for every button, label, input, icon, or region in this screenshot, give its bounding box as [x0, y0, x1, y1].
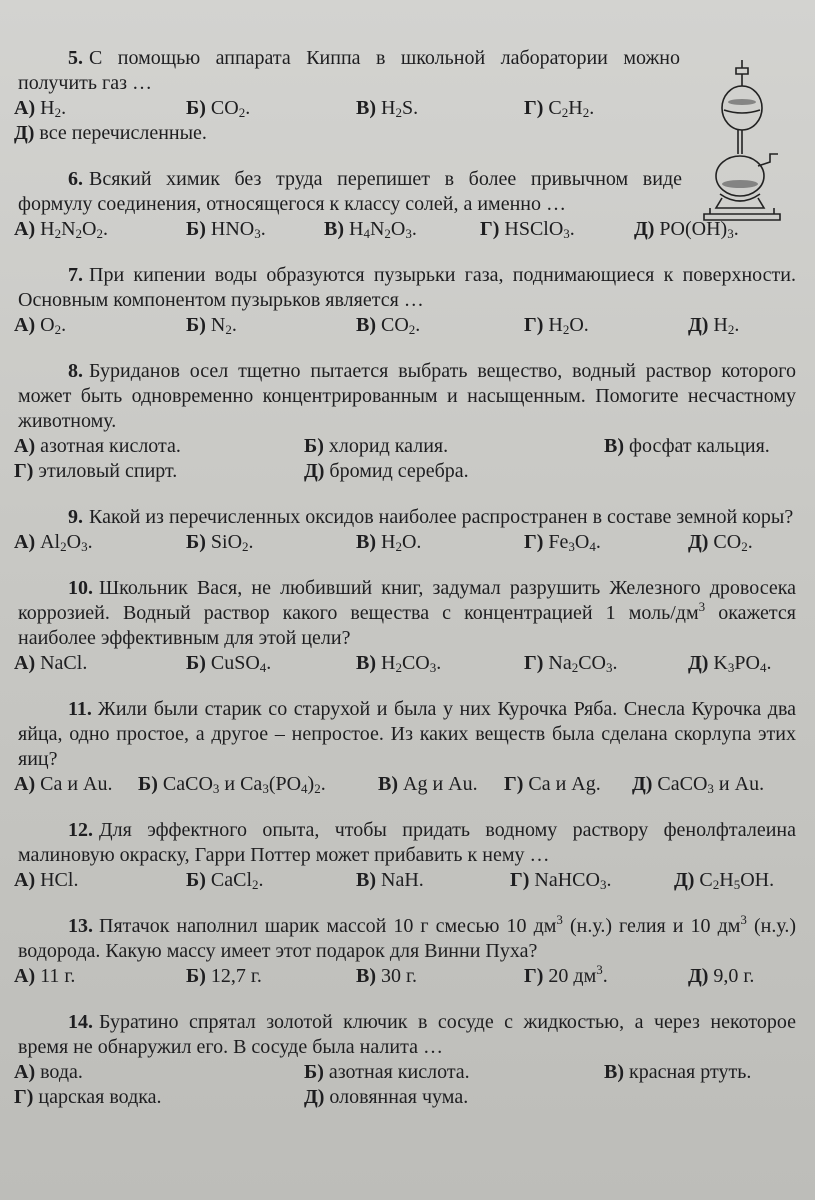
question-11 — [14, 697, 800, 797]
option-text: HCl. — [35, 869, 79, 891]
question-13 — [14, 914, 800, 989]
option-letter: Д) — [688, 314, 709, 336]
question-text — [14, 1010, 800, 1060]
answer-option[interactable] — [186, 530, 254, 555]
option-letter: Г) — [524, 965, 544, 987]
option-letter: Б) — [304, 1061, 324, 1083]
option-letter: В) — [356, 652, 376, 674]
answer-option[interactable] — [186, 651, 271, 676]
question-number: 14. — [68, 1011, 93, 1033]
question-text — [14, 818, 800, 868]
option-letter: Г) — [480, 218, 500, 240]
question-body: При кипении воды образуются пузырьки газа, поднимающиеся к поверхности. Основным компонентом пузырьков является … — [18, 264, 796, 311]
answer-option[interactable] — [186, 313, 237, 338]
answer-option[interactable] — [378, 772, 478, 797]
answer-option[interactable] — [356, 530, 421, 555]
question-9 — [14, 505, 800, 555]
option-letter: В) — [356, 869, 376, 891]
option-letter: Г) — [524, 314, 544, 336]
option-text: вода. — [35, 1061, 83, 1083]
question-text — [14, 263, 800, 313]
question-number: 8. — [68, 360, 83, 382]
option-letter: В) — [604, 435, 624, 457]
option-letter: В) — [324, 218, 344, 240]
question-6 — [14, 167, 800, 242]
option-letter: Б) — [186, 531, 206, 553]
answer-option[interactable] — [674, 868, 774, 893]
option-text: $H_2O$. — [543, 314, 589, 337]
option-text: $Na_2CO_3$. — [543, 652, 618, 675]
option-text: $H_2N_2O_2$. — [35, 218, 108, 241]
answer-option[interactable] — [138, 772, 326, 797]
answer-option[interactable] — [688, 313, 739, 338]
answer-option[interactable] — [186, 96, 250, 121]
answer-row — [14, 459, 800, 484]
option-text: CuSO$_4$. — [205, 652, 272, 675]
option-text: $H_2CO_3$. — [376, 652, 442, 675]
option-text: хлорид калия. — [323, 435, 449, 457]
question-text — [14, 359, 800, 434]
answer-option[interactable] — [524, 530, 601, 555]
answer-option[interactable] — [510, 868, 611, 893]
option-letter: Б) — [186, 965, 206, 987]
answer-option[interactable] — [14, 434, 181, 459]
answer-row — [14, 121, 800, 146]
question-number: 7. — [68, 264, 83, 286]
question-14 — [14, 1010, 800, 1110]
option-text: $CO_2$. — [708, 531, 753, 554]
answer-row — [14, 434, 800, 459]
option-letter: В) — [356, 97, 376, 119]
option-letter: Д) — [674, 869, 695, 891]
option-letter: А) — [14, 1061, 36, 1083]
question-body: Буриданов осел тщетно пытается выбрать вещество, водный раствор которого может быть одновременно концентрированным и насыщенным. Помогите несчастному животному. — [18, 360, 796, 432]
option-text: CaCO$_3$ и Au. — [652, 773, 765, 796]
answer-option[interactable] — [186, 868, 264, 893]
option-letter: А) — [14, 965, 36, 987]
option-text: $HNO_3$. — [205, 218, 266, 241]
answer-option[interactable] — [14, 868, 78, 893]
option-text: этиловый спирт. — [33, 460, 178, 482]
answer-row — [14, 313, 800, 338]
option-letter: Г) — [504, 773, 524, 795]
answer-option[interactable] — [14, 1060, 83, 1085]
question-number: 11. — [68, 698, 92, 720]
question-body: Всякий химик без труда перепишет в более привычном виде формулу соединения, относящегося к классу солей, а именно … — [18, 168, 682, 215]
option-letter: Б) — [186, 97, 206, 119]
option-text: HSClO$_3$. — [499, 218, 575, 241]
answer-option[interactable] — [524, 651, 618, 676]
question-body: С помощью аппарата Киппа в школьной лаборатории можно получить газ … — [18, 47, 680, 94]
option-letter: А) — [14, 314, 36, 336]
option-letter: Г) — [524, 652, 544, 674]
option-letter: В) — [356, 531, 376, 553]
option-letter: Б) — [186, 652, 206, 674]
answer-row — [14, 1060, 800, 1085]
question-7 — [14, 263, 800, 338]
option-text: $CO_2$. — [376, 314, 421, 337]
option-letter: А) — [14, 869, 36, 891]
option-text: NaCl. — [35, 652, 88, 674]
option-letter: Г) — [524, 531, 544, 553]
answer-option[interactable] — [14, 651, 87, 676]
option-letter: В) — [604, 1061, 624, 1083]
answer-option[interactable] — [14, 459, 177, 484]
option-letter: Д) — [688, 652, 709, 674]
option-letter: А) — [14, 652, 36, 674]
answer-option[interactable] — [14, 964, 75, 989]
option-letter: Д) — [304, 1086, 325, 1108]
option-text: SiO$_2$. — [205, 531, 254, 554]
option-letter: Д) — [634, 218, 655, 240]
answer-option[interactable] — [524, 964, 608, 989]
option-letter: Б) — [186, 218, 206, 240]
option-letter: Д) — [632, 773, 653, 795]
question-text — [14, 167, 800, 217]
question-body: Школьник Вася, не любивший книг, задумал разрушить Железного дровосека коррозией. Водный раствор какого вещества с концентрацией 1 моль/$дм^3$ окажется наиболее эффективным для этой цели? — [18, 577, 796, 649]
option-letter: В) — [356, 965, 376, 987]
question-number: 9. — [68, 506, 83, 528]
option-text: $Al_2O_3$. — [35, 531, 93, 554]
option-letter: Д) — [304, 460, 325, 482]
option-text: $PO(OH)_3$. — [654, 218, 739, 241]
answer-option[interactable] — [14, 96, 66, 121]
option-text: азотная кислота. — [35, 435, 181, 457]
answer-option[interactable] — [304, 1060, 470, 1085]
option-text: $C_2H_2$. — [543, 97, 595, 120]
option-text: все перечисленные. — [34, 122, 207, 144]
option-text: $H_2O$. — [376, 531, 422, 554]
option-text: оловянная чума. — [324, 1086, 469, 1108]
option-text: Ca и Ag. — [523, 773, 601, 795]
answer-row — [14, 772, 800, 797]
questions-list — [14, 46, 800, 1131]
answer-option[interactable] — [634, 217, 739, 242]
question-5 — [14, 46, 800, 146]
answer-option[interactable] — [688, 530, 753, 555]
question-text — [14, 505, 800, 530]
answer-option[interactable] — [324, 217, 417, 242]
question-number: 13. — [68, 915, 93, 937]
option-letter: А) — [14, 218, 36, 240]
question-number: 12. — [68, 819, 93, 841]
answer-option[interactable] — [688, 651, 771, 676]
option-text: 9,0 г. — [708, 965, 755, 987]
option-text: NaH. — [376, 869, 424, 891]
answer-option[interactable] — [480, 217, 575, 242]
option-text: 12,7 г. — [205, 965, 262, 987]
answer-option[interactable] — [304, 434, 448, 459]
option-text: азотная кислота. — [323, 1061, 470, 1083]
answer-option[interactable] — [14, 217, 108, 242]
option-text: $H_4N_2O_3$. — [344, 218, 417, 241]
answer-row — [14, 868, 800, 893]
question-body: Жили были старик со старухой и была у них Курочка Ряба. Снесла Курочка два яйца, одно простое, а другое – непростое. Из каких веществ была сделана скорлупа этих яиц? — [18, 698, 796, 770]
option-letter: Б) — [138, 773, 158, 795]
answer-option[interactable] — [14, 772, 112, 797]
question-10 — [14, 576, 800, 676]
option-text: $N_2$. — [205, 314, 237, 337]
option-text: CaCO$_3$ и $Ca_3(PO_4)_2$. — [157, 773, 326, 796]
option-letter: Д) — [688, 531, 709, 553]
answer-option[interactable] — [14, 121, 207, 146]
question-number: 5. — [68, 47, 83, 69]
option-text: $H_2$. — [708, 314, 740, 337]
answer-option[interactable] — [14, 530, 93, 555]
answer-option[interactable] — [356, 313, 420, 338]
option-letter: В) — [356, 314, 376, 336]
question-8 — [14, 359, 800, 484]
answer-row — [14, 651, 800, 676]
option-letter: Г) — [524, 97, 544, 119]
option-text: $Fe_3O_4$. — [543, 531, 601, 554]
option-text: царская водка. — [33, 1086, 162, 1108]
answer-option[interactable] — [356, 868, 424, 893]
option-text: 11 г. — [35, 965, 76, 987]
question-body: Какой из перечисленных оксидов наиболее распространен в составе земной коры? — [89, 506, 794, 528]
option-text: $H_2S$. — [376, 97, 419, 120]
answer-row — [14, 96, 800, 121]
option-letter: Б) — [186, 869, 206, 891]
answer-row — [14, 217, 800, 242]
question-text — [14, 576, 800, 651]
option-text: $CO_2$. — [205, 97, 251, 120]
option-letter: Г) — [510, 869, 530, 891]
option-text: Ag и Au. — [398, 773, 478, 795]
question-body: Для эффектного опыта, чтобы придать водному раствору фенолфталеина малиновую окраску, Гарри Поттер может прибавить к нему … — [18, 819, 796, 866]
option-text: фосфат кальция. — [624, 435, 770, 457]
option-letter: Г) — [14, 460, 34, 482]
option-text: 30 г. — [376, 965, 417, 987]
question-text — [14, 46, 800, 96]
option-letter: А) — [14, 97, 36, 119]
option-text: CaCl$_2$. — [205, 869, 264, 892]
answer-option[interactable] — [604, 1060, 751, 1085]
answer-row — [14, 964, 800, 989]
option-text: бромид серебра. — [324, 460, 469, 482]
option-text: $K_3PO_4$. — [708, 652, 772, 675]
option-text: $C_2H_5OH$. — [694, 869, 775, 892]
answer-option[interactable] — [356, 964, 417, 989]
option-text: $O_2$. — [35, 314, 67, 337]
option-letter: Б) — [304, 435, 324, 457]
option-letter: А) — [14, 531, 36, 553]
answer-option[interactable] — [304, 1085, 468, 1110]
answer-option[interactable] — [524, 313, 589, 338]
question-body: Буратино спрятал золотой ключик в сосуде с жидкостью, а через некоторое время не обнаружил его. В сосуде была налита … — [18, 1011, 796, 1058]
answer-option[interactable] — [186, 964, 262, 989]
answer-option[interactable] — [524, 96, 594, 121]
answer-option[interactable] — [504, 772, 601, 797]
answer-option[interactable] — [632, 772, 764, 797]
option-text: NaHCO$_3$. — [529, 869, 612, 892]
answer-option[interactable] — [14, 313, 66, 338]
answer-option[interactable] — [356, 651, 441, 676]
option-letter: Г) — [14, 1086, 34, 1108]
answer-option[interactable] — [604, 434, 770, 459]
answer-option[interactable] — [688, 964, 754, 989]
option-text: Ca и Au. — [35, 773, 113, 795]
question-number: 6. — [68, 168, 83, 190]
option-text: 20 $дм^3$. — [543, 962, 608, 987]
answer-row — [14, 1085, 800, 1110]
answer-option[interactable] — [186, 217, 266, 242]
option-text: красная ртуть. — [624, 1061, 752, 1083]
question-text — [14, 697, 800, 772]
question-12 — [14, 818, 800, 893]
option-letter: В) — [378, 773, 398, 795]
answer-option[interactable] — [304, 459, 469, 484]
option-letter: Д) — [688, 965, 709, 987]
answer-row — [14, 530, 800, 555]
question-body: Пятачок наполнил шарик массой 10 г смесью 10 $дм^3$ (н.у.) гелия и 10 $дм^3$ (н.у.) водорода. Какую массу имеет этот подарок для Винни Пуха? — [18, 912, 796, 962]
option-letter: Д) — [14, 122, 35, 144]
question-number: 10. — [68, 577, 93, 599]
option-letter: А) — [14, 773, 36, 795]
answer-option[interactable] — [14, 1085, 162, 1110]
answer-option[interactable] — [356, 96, 418, 121]
option-text: $H_2$. — [35, 97, 67, 120]
option-letter: А) — [14, 435, 36, 457]
question-text — [14, 914, 800, 964]
option-letter: Б) — [186, 314, 206, 336]
